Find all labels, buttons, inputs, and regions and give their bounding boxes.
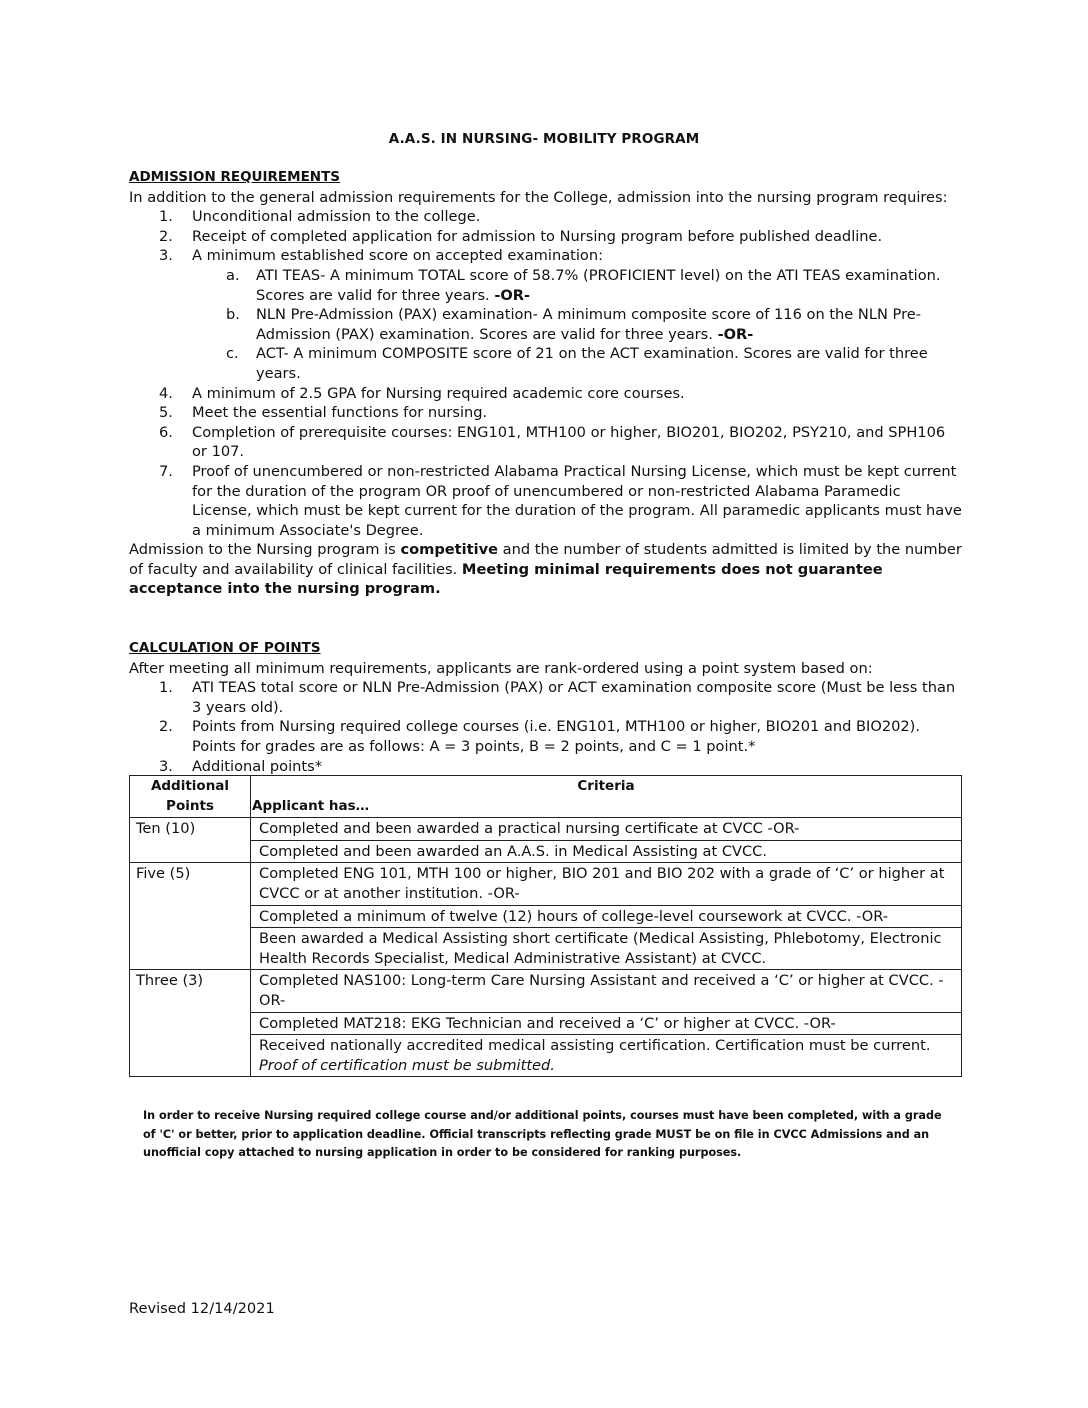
points-five: Five (5) xyxy=(130,863,251,970)
criteria-cell: Completed NAS100: Long-term Care Nursing Assistant and received a ‘C’ or higher at CVCC. -OR- xyxy=(251,970,962,1012)
table-row xyxy=(130,818,962,841)
criteria-cell: Completed ENG 101, MTH 100 or higher, BIO 201 and BIO 202 with a grade of ‘C’ or higher at CVCC or at another institution. -OR- xyxy=(251,863,962,905)
list-item: 6. Completion of prerequisite courses: ENG101, MTH100 or higher, BIO201, BIO202, PSY210, and SPH106 or 107. xyxy=(159,423,946,461)
table-header-row xyxy=(130,776,962,818)
admission-heading: ADMISSION REQUIREMENTS xyxy=(129,169,341,185)
list-item: 3. A minimum established score on accepted examination: xyxy=(159,247,604,265)
admission-closing: Admission to the Nursing program is competitive and the number of students admitted is limited by the number of faculty and availability of clinical facilities. Meeting minimal requirements does not guarantee acceptance into the nursing program. xyxy=(129,541,962,598)
table-row xyxy=(130,928,962,970)
admission-section xyxy=(129,168,964,599)
criteria-cell: Received nationally accredited medical assisting certification. Certification must be current. Proof of certification must be submitted. xyxy=(251,1035,962,1077)
table-row xyxy=(130,1012,962,1035)
header-points: Additional Points xyxy=(130,776,251,818)
list-item: b. NLN Pre-Admission (PAX) examination- A minimum composite score of 116 on the NLN Pre-Admission (PAX) examination. Scores are valid for three years. -OR- xyxy=(226,306,921,343)
list-item: 5. Meet the essential functions for nursing. xyxy=(159,404,488,422)
list-item: 4. A minimum of 2.5 GPA for Nursing required academic core courses. xyxy=(159,384,685,402)
points-list xyxy=(129,678,964,776)
points-intro: After meeting all minimum requirements, applicants are rank-ordered using a point system based on: xyxy=(129,659,873,677)
list-item: c. ACT- A minimum COMPOSITE score of 21 on the ACT examination. Scores are valid for three years. xyxy=(226,345,928,382)
list-item: 7. Proof of unencumbered or non-restricted Alabama Practical Nursing License, which must be kept current for the duration of the program OR proof of unencumbered or non-restricted Alabama Paramedic License, which must be kept current for the duration of the program. All paramedic applicants must have a minimum Associate's Degree. xyxy=(159,462,962,539)
criteria-cell: Been awarded a Medical Assisting short certificate (Medical Assisting, Phlebotomy, Electronic Health Records Specialist, Medical Administrative Assistant) at CVCC. xyxy=(251,928,962,970)
points-three: Three (3) xyxy=(130,970,251,1077)
exam-options-list xyxy=(129,266,964,384)
additional-points-table xyxy=(129,775,962,1077)
list-item: 1. Unconditional admission to the college. xyxy=(159,208,481,226)
admission-list xyxy=(129,207,964,266)
criteria-cell: Completed and been awarded an A.A.S. in Medical Assisting at CVCC. xyxy=(251,840,962,863)
points-section xyxy=(129,639,964,776)
revised-date: Revised 12/14/2021 xyxy=(129,1300,275,1317)
page-title: A.A.S. IN NURSING- MOBILITY PROGRAM xyxy=(388,131,700,147)
list-item: 3. Additional points* xyxy=(159,757,323,775)
list-item: 2. Points from Nursing required college courses (i.e. ENG101, MTH100 or higher, BIO201 and BIO202). Points for grades are as follows: A = 3 points, B = 2 points, and C = 1 point.* xyxy=(159,718,921,755)
list-item: 1. ATI TEAS total score or NLN Pre-Admission (PAX) or ACT examination composite score (Must be less than 3 years old). xyxy=(159,679,956,716)
list-item: a. ATI TEAS- A minimum TOTAL score of 58.7% (PROFICIENT level) on the ATI TEAS examination. Scores are valid for three years. -OR- xyxy=(226,266,941,304)
table-row xyxy=(130,970,962,1012)
footnote: In order to receive Nursing required college course and/or additional points, courses must have been completed, with a grade of 'C' or better, prior to application deadline. Official transcripts reflecting grade MUST be on file in CVCC Admissions and an unofficial copy attached to nursing application in order to be considered for ranking purposes. xyxy=(143,1109,942,1159)
table-row xyxy=(130,863,962,905)
admission-list-continued xyxy=(129,384,964,541)
table-row xyxy=(130,905,962,928)
header-criteria: Criteria Applicant has… xyxy=(251,776,962,818)
admission-intro: In addition to the general admission requirements for the College, admission into the nursing program requires: xyxy=(129,188,948,206)
points-heading: CALCULATION OF POINTS xyxy=(129,640,321,656)
list-item: 2. Receipt of completed application for admission to Nursing program before published deadline. xyxy=(159,227,883,245)
criteria-cell: Completed a minimum of twelve (12) hours of college-level coursework at CVCC. -OR- xyxy=(251,905,962,928)
criteria-cell: Completed and been awarded a practical nursing certificate at CVCC -OR- xyxy=(251,818,962,841)
admission-disclaimer: Meeting minimal requirements does not guarantee acceptance into the nursing program. xyxy=(129,560,883,598)
table-row xyxy=(130,840,962,863)
table-row xyxy=(130,1035,962,1077)
criteria-cell: Completed MAT218: EKG Technician and received a ‘C’ or higher at CVCC. -OR- xyxy=(251,1012,962,1035)
points-ten: Ten (10) xyxy=(130,818,251,863)
